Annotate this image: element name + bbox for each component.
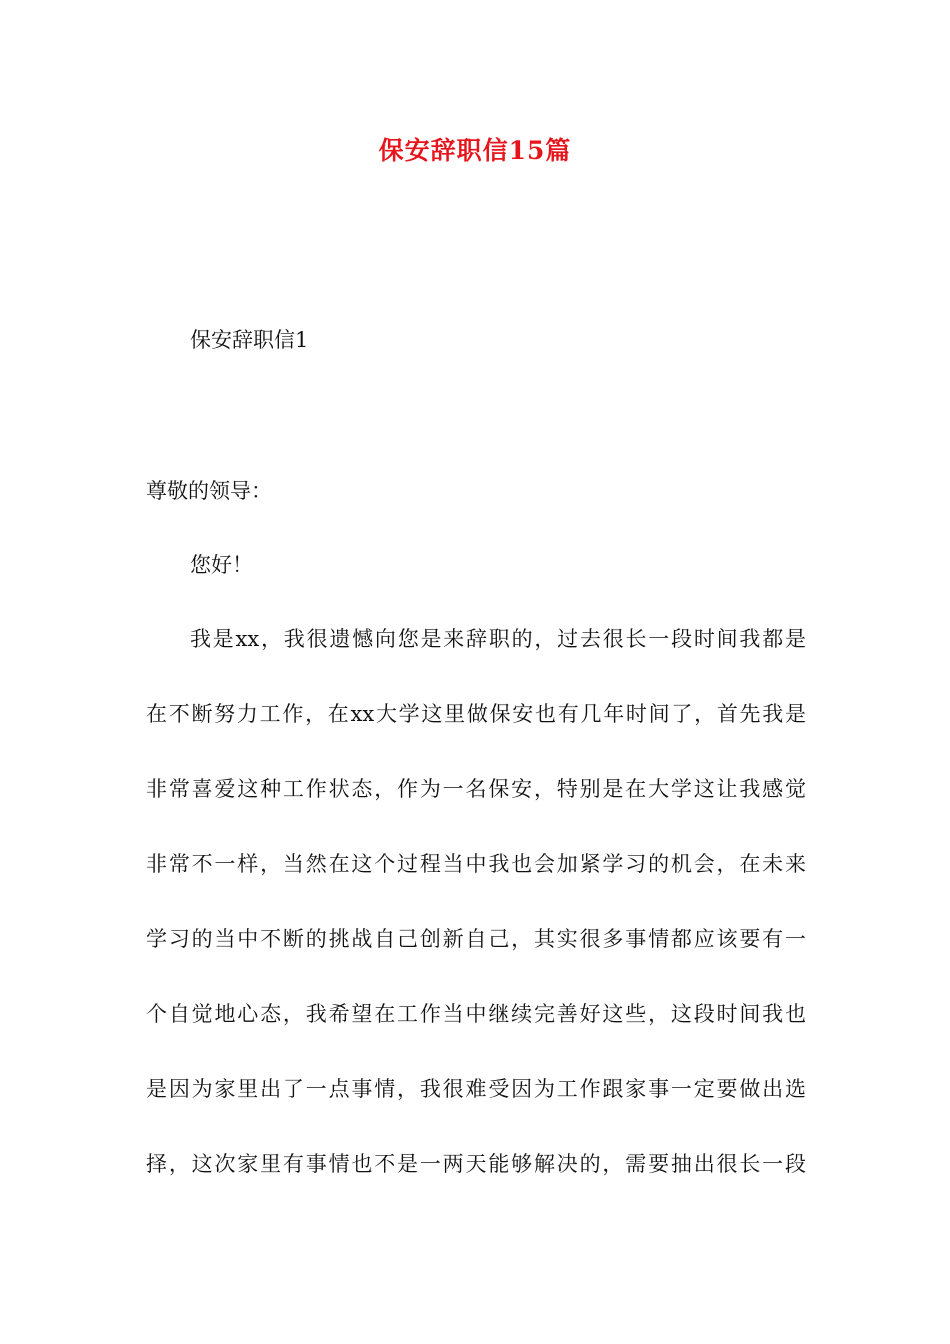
body-line: 个自觉地心态，我希望在工作当中继续完善好这些，这段时间我也 [146, 1002, 806, 1026]
document-title: 保安辞职信15篇 [378, 136, 572, 165]
body-line: 非常不一样，当然在这个过程当中我也会加紧学习的机会，在未来 [146, 852, 806, 876]
body-line: 是因为家里出了一点事情，我很难受因为工作跟家事一定要做出选 [146, 1077, 806, 1101]
greeting: 您好！ [190, 553, 253, 577]
body-line: 学习的当中不断的挑战自己创新自己，其实很多事情都应该要有一 [146, 927, 806, 951]
section-heading: 保安辞职信1 [190, 328, 309, 352]
body-line: 非常喜爱这种工作状态，作为一名保安，特别是在大学这让我感觉 [146, 777, 806, 801]
letter-body [146, 624, 806, 1224]
body-line: 我是xx，我很遗憾向您是来辞职的，过去很长一段时间我都是 [190, 627, 806, 651]
salutation: 尊敬的领导： [146, 479, 272, 503]
body-line: 在不断努力工作，在xx大学这里做保安也有几年时间了，首先我是 [146, 702, 806, 726]
body-line: 择，这次家里有事情也不是一两天能够解决的，需要抽出很长一段 [146, 1152, 806, 1176]
